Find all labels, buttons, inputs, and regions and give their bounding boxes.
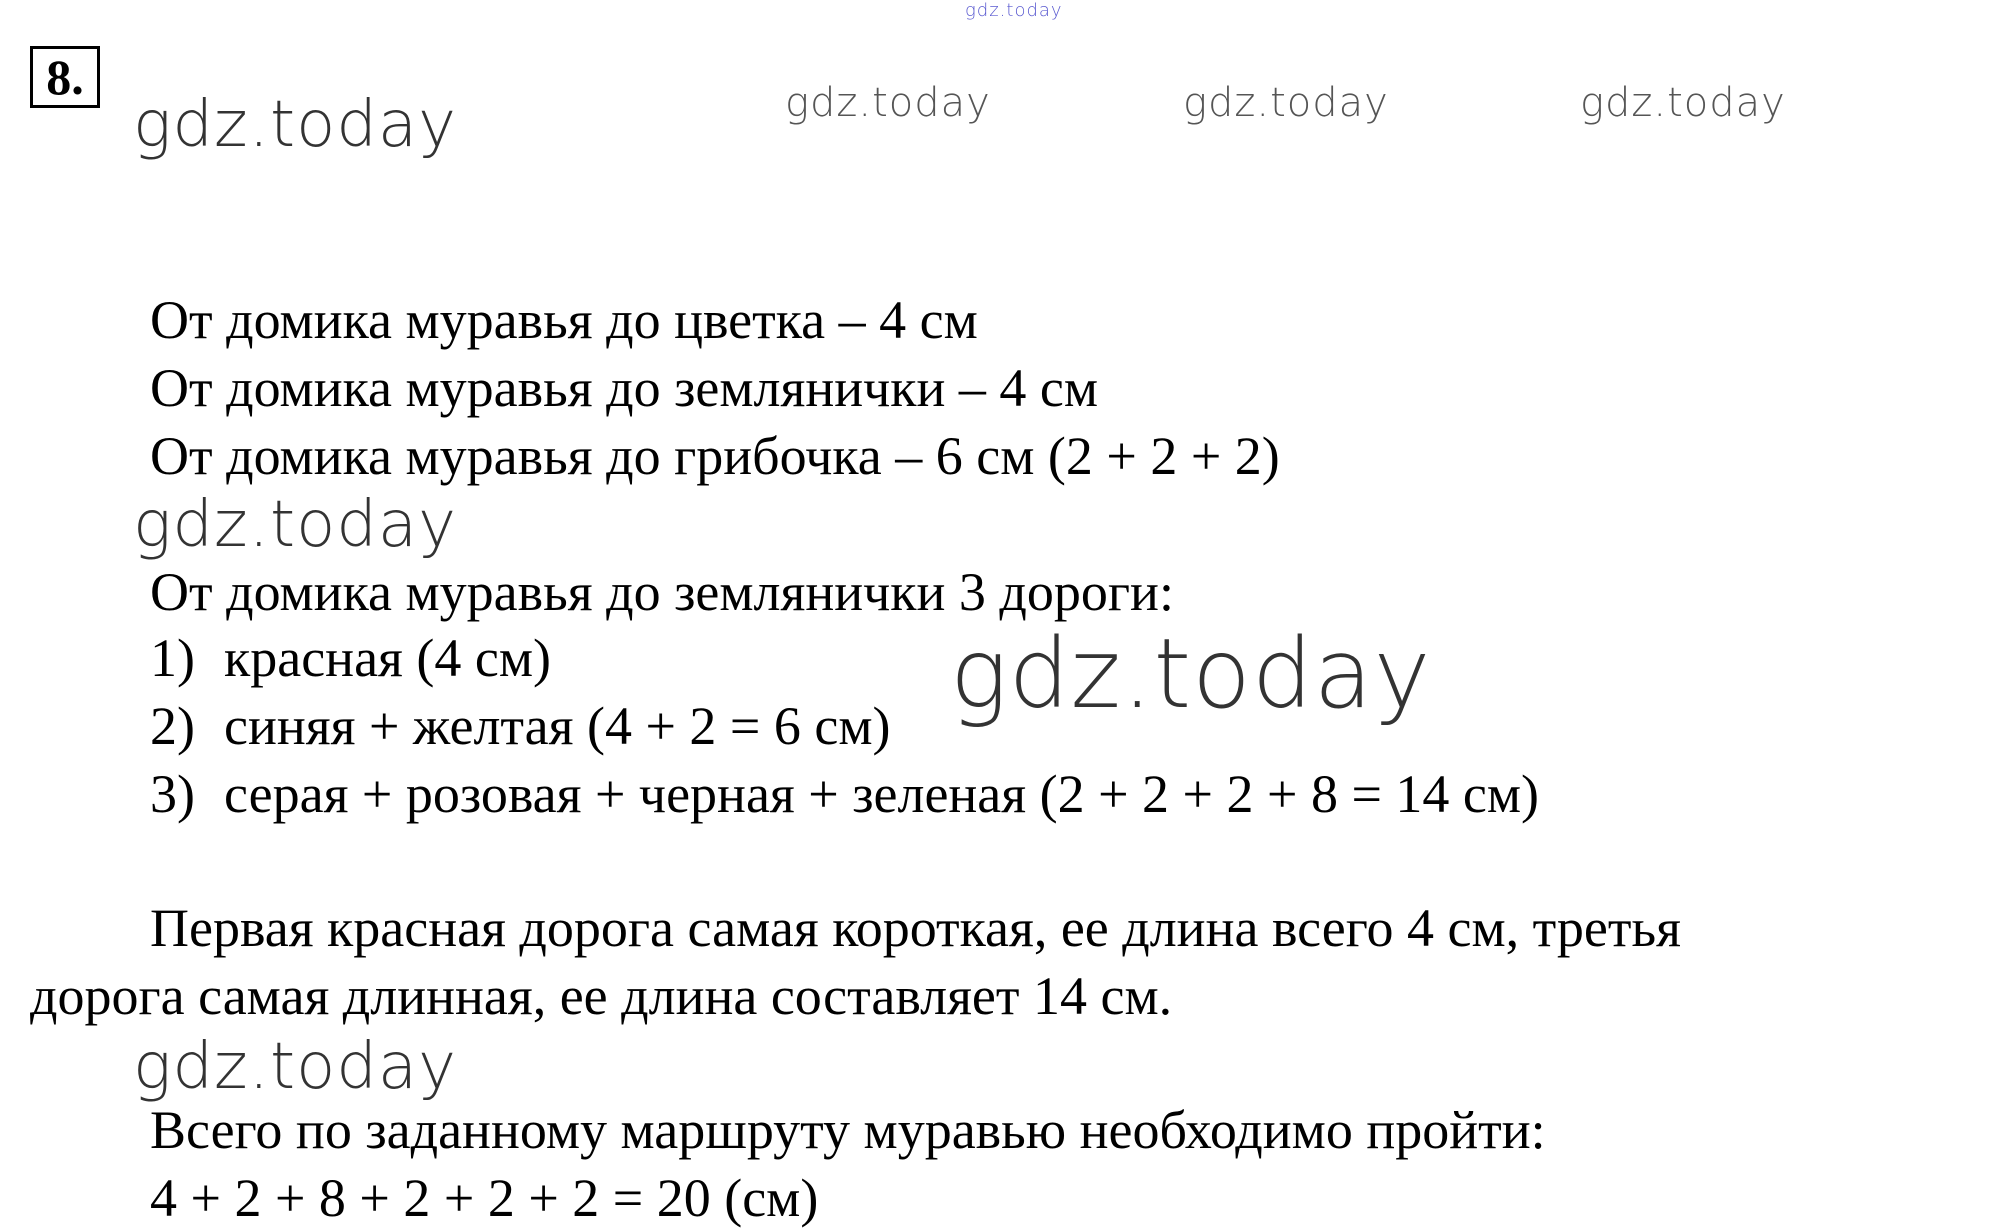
distance-line-1: От домика муравья до цветка – 4 см [150,290,978,350]
distance-line-3: От домика муравья до грибочка – 6 см (2 + 2 + 2) [150,426,1280,486]
conclusion-line-2: дорога самая длинная, ее длина составляет 14 см. [30,966,1173,1026]
road-item-2 [150,694,890,758]
road-item-1 [150,626,551,690]
watermark-left-2: gdz.today [133,488,457,562]
watermark-left-1: gdz.today [133,88,457,162]
watermark-header-2: gdz.today [1183,80,1389,126]
problem-number: 8. [30,46,100,108]
road-item-text: серая + розовая + черная + зеленая (2 + 2 + 2 + 8 = 14 см) [224,764,1540,824]
road-item-number: 1) [150,628,195,688]
watermark-left-3: gdz.today [133,1030,457,1104]
road-item-number: 2) [150,696,195,756]
watermark-top-tiny: gdz.today [965,0,1063,21]
total-line-2: 4 + 2 + 8 + 2 + 2 + 2 = 20 (см) [150,1168,819,1228]
road-item-number: 3) [150,764,195,824]
distance-line-2: От домика муравья до землянички – 4 см [150,358,1099,418]
road-item-3 [150,762,1539,826]
watermark-header-3: gdz.today [1580,80,1786,126]
watermark-center: gdz.today [950,618,1432,730]
total-line-1: Всего по заданному маршруту муравью необходимо пройти: [150,1100,1546,1160]
road-item-text: синяя + желтая (4 + 2 = 6 см) [224,696,891,756]
conclusion-line-1: Первая красная дорога самая короткая, ее длина всего 4 см, третья [150,898,1681,958]
road-item-text: красная (4 см) [224,628,551,688]
watermark-header-1: gdz.today [785,80,991,126]
roads-intro: От домика муравья до землянички 3 дороги: [150,562,1174,622]
